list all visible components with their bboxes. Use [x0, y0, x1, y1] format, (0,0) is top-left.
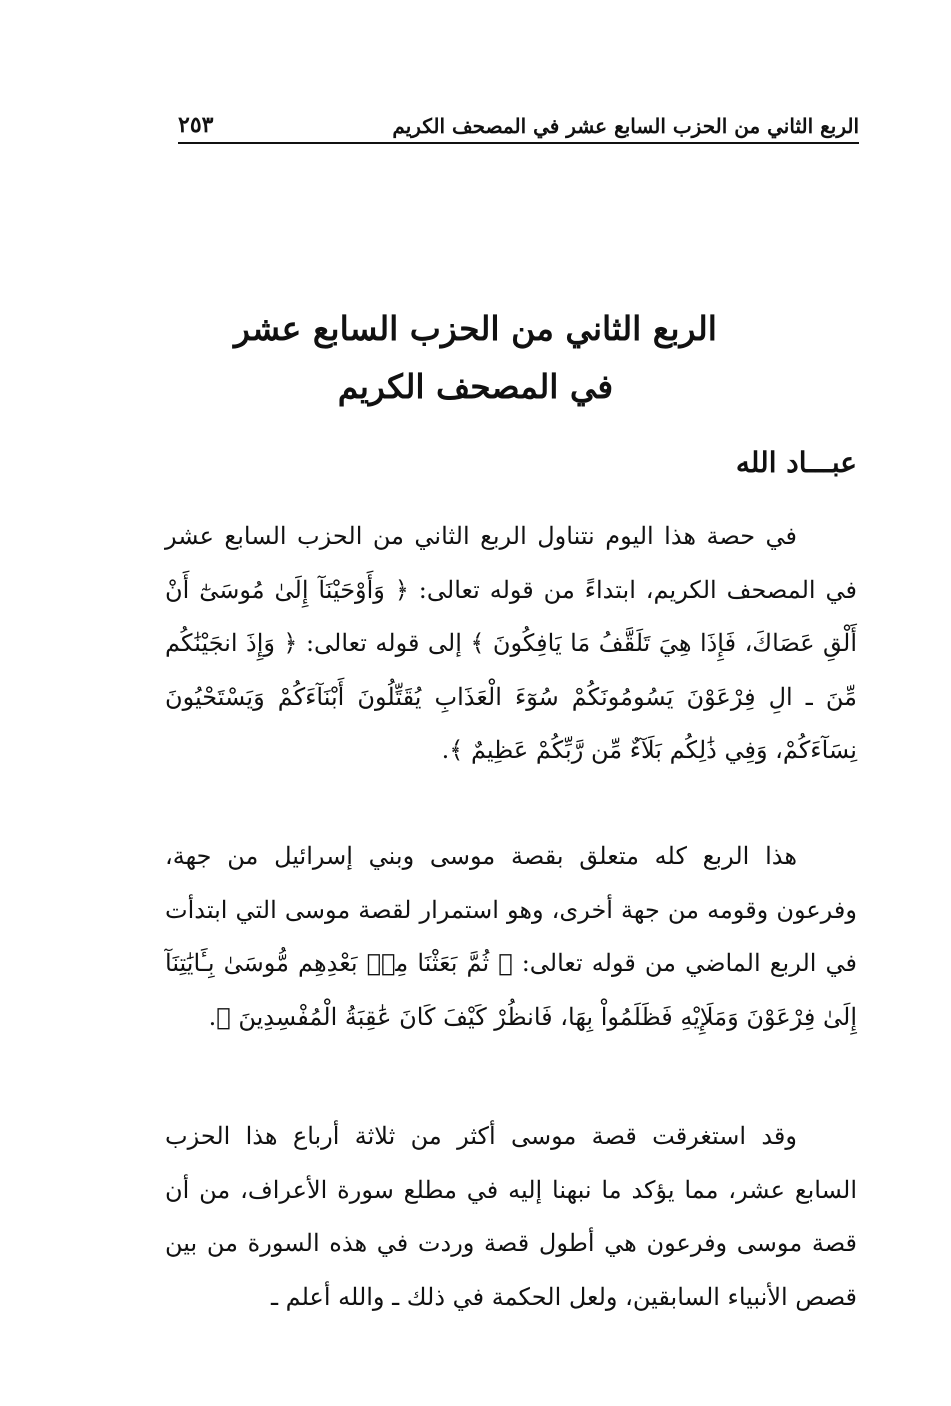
paragraph-3: وقد استغرقت قصة موسى أكثر من ثلاثة أرباع هذا الحزب السابع عشر، مما يؤكد ما نبهنا إليه في مطلع سورة الأعراف، من أن قصة موسى وفرعون هي أطول قصة وردت في هذه السورة من بين قصص الأنبياء السابقين، ولعل الحكمة في ذلك ـ والله أعلم ـ: [165, 1122, 857, 1311]
running-header: [178, 104, 859, 144]
paragraph-1: في حصة هذا اليوم نتناول الربع الثاني من الحزب السابع عشر في المصحف الكريم، ابتداءً من قوله تعالى: ﴿ وَأَوْحَيْنَآ إِلَىٰ مُوسَىٰٓ أَنْ أَلْقِ عَصَاكَ، فَإِذَا هِيَ تَلَقَّفُ مَا يَافِكُونَ ﴾ إلى قوله تعالى: ﴿ وَإِذَ انجَيْنَٰكُم مِّنَ ـ الِ فِرْعَوْنَ يَسُومُونَكُمْ سُوٓءَ الْعَذَابِ يُقَتِّلُونَ أَبْنَآءَكُمْ وَيَسْتَحْيُونَ نِسَآءَكُمْ، وَفِي ذَٰلِكُم بَلَآءٌ مِّن رَّبِّكُمْ عَظِيمٌ ﴾.: [165, 522, 857, 764]
chapter-title: [150, 300, 801, 416]
section-heading: عبـــاد الله: [735, 446, 857, 479]
running-title: الربع الثاني من الحزب السابع عشر في المصحف الكريم: [392, 114, 859, 138]
chapter-title-line-2: في المصحف الكريم: [337, 367, 614, 406]
page-number: ٢٥٣: [178, 112, 214, 138]
chapter-title-line-1: الربع الثاني من الحزب السابع عشر: [234, 309, 717, 348]
paragraph-2: هذا الربع كله متعلق بقصة موسى وبني إسرائيل من جهة، وفرعون وقومه من جهة أخرى، وهو استمرار لقصة موسى التي ابتدأت في الربع الماضي من قوله تعالى: ﴿ ثُمَّ بَعَثْنَا مِنۢ بَعْدِهِم مُّوسَىٰ بِـَٔايَٰتِنَآ إِلَىٰ فِرْعَوْنَ وَمَلَإِيْهِ فَظَلَمُواْ بِهَا، فَانظُرْ كَيْفَ كَانَ عَٰقِبَةُ الْمُفْسِدِينَ ﴾.: [165, 842, 857, 1031]
